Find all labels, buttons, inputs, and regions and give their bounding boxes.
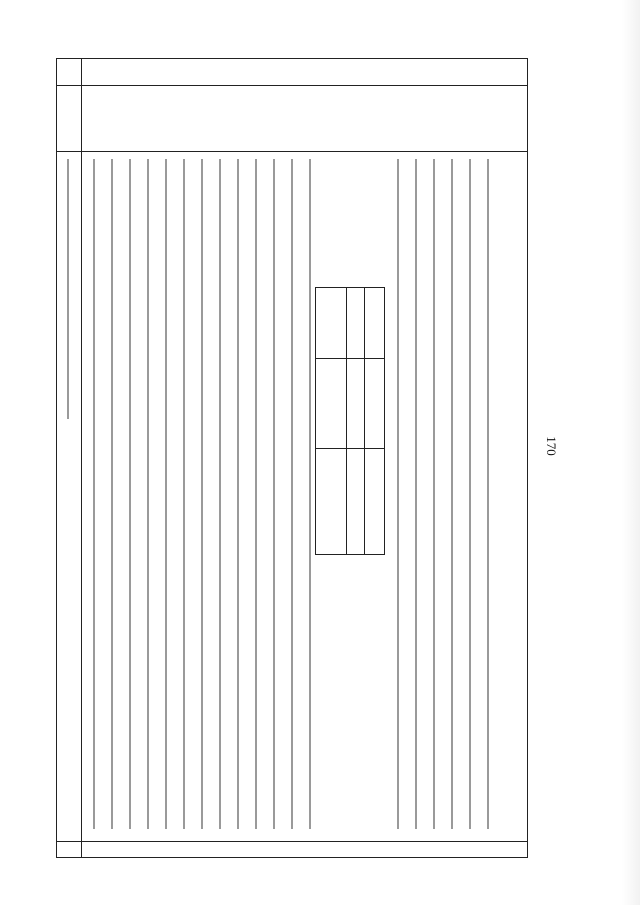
table-divider [81,59,82,857]
table-divider [316,448,384,449]
document-table [56,58,528,858]
page-number: 170 [544,436,559,456]
table-divider [57,151,527,152]
table-divider [57,841,527,842]
scan-edge-shadow [622,0,640,905]
table-divider [57,85,527,86]
table-divider [316,358,384,359]
table-divider [364,288,365,554]
table-divider [346,288,347,554]
tariff-table [315,287,385,555]
